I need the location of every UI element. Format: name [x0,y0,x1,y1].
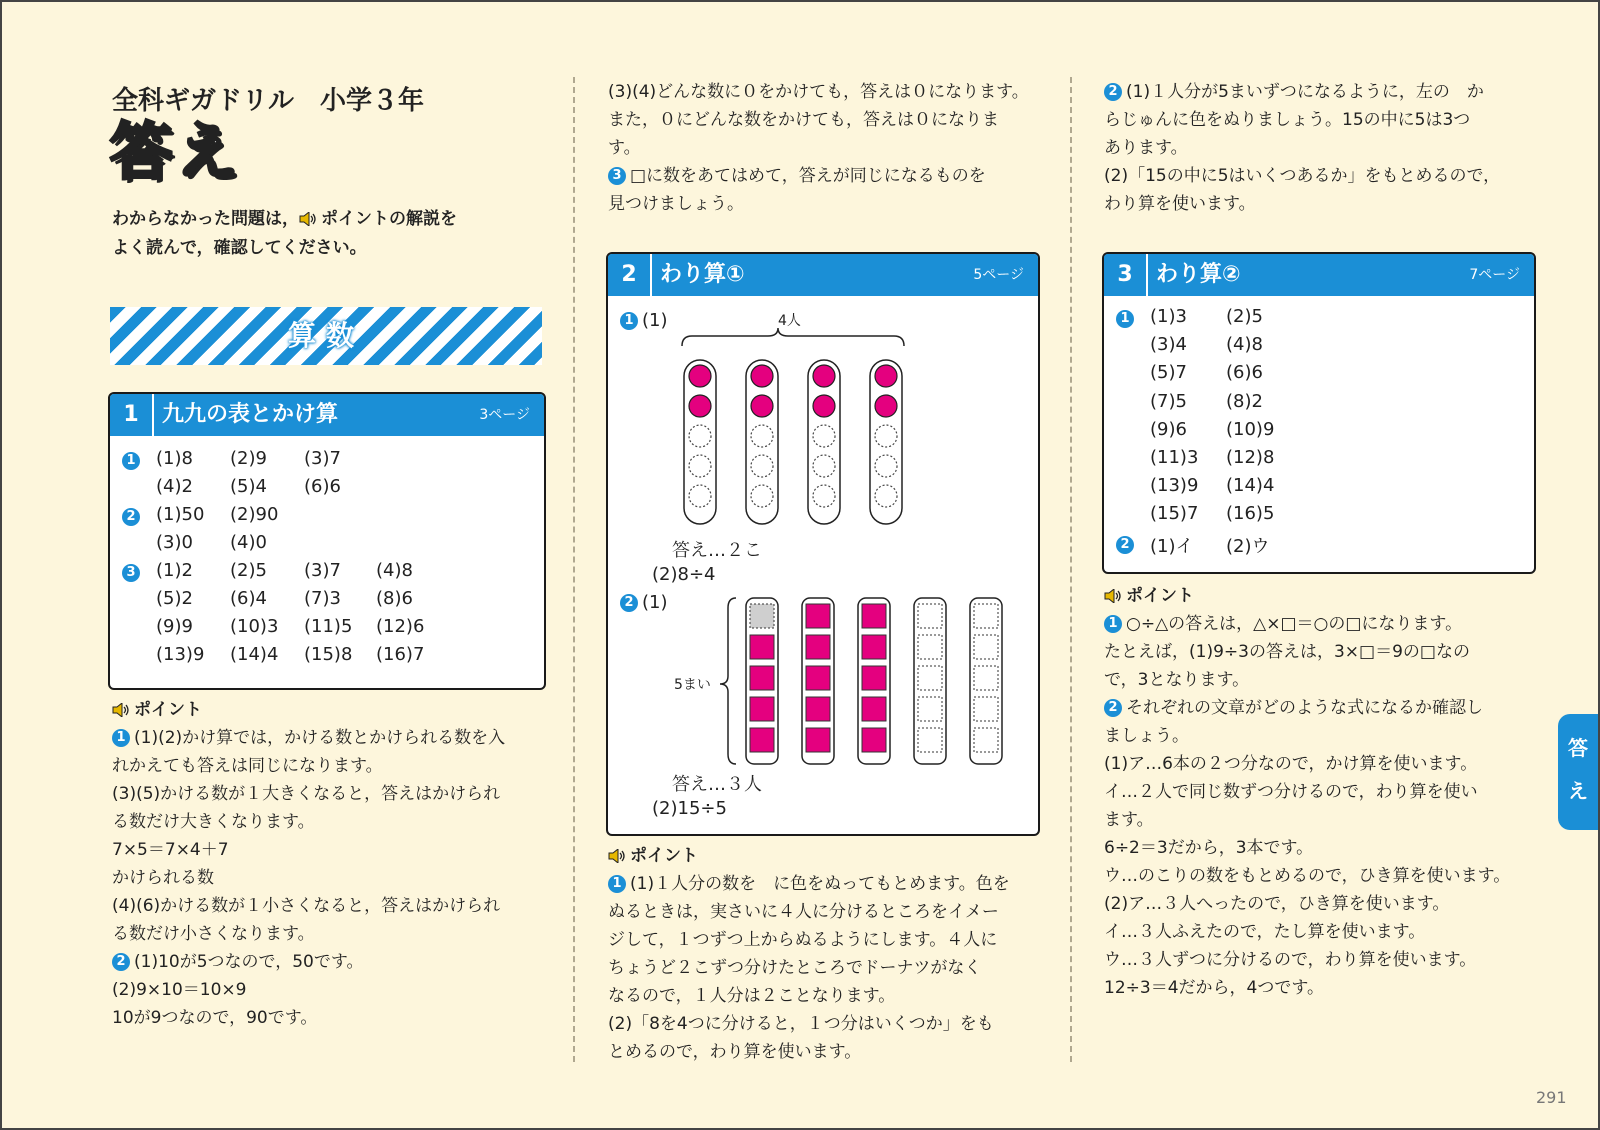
text-line-content: それぞれの文章がどのような式になるか確認し [1126,698,1483,718]
side-tab-char: 答 [1568,736,1588,760]
intro-text: わからなかった問題は， ポイントの解説を [112,209,457,229]
text-line [1104,974,1324,1002]
answer-item: (4)8 [376,560,413,581]
point-heading: ポイント [1104,582,1194,610]
text-line [112,836,229,864]
text-line-content: 7×5＝7×4＋7 [112,840,229,860]
text-line-content: あります。 [1104,138,1188,158]
text-line-content: (1)１人分の数を に色をぬってもとめます。色を [630,874,1010,894]
card-page-ref: 5ページ [973,267,1024,283]
question-number: 2 [122,508,140,526]
text-line-content: ○÷△の答えは，△×□＝○の□になります。 [1126,614,1463,634]
text-line [1104,918,1425,946]
card-colored [750,728,774,752]
text-line-content: とめるので，わり算を使います。 [608,1042,862,1062]
text-line-content: ましょう。 [1104,726,1189,746]
text-line-content: れかえても答えは同じになります。 [112,756,383,776]
card-empty [918,604,942,628]
answer-item: (6)4 [230,588,267,609]
text-line [1104,134,1188,162]
text-line [1104,78,1484,106]
answer-item: (12)8 [1226,447,1275,468]
text-line [1104,694,1483,722]
card-colored [806,635,830,659]
donut-empty [751,455,773,477]
text-line [1104,946,1476,974]
question-number: 1 [122,452,140,470]
donut-colored [875,365,897,387]
item-marker: 2 [112,953,130,971]
donut-empty [813,455,835,477]
answer-item: (2)9 [230,448,267,469]
text-line-content: す。 [608,138,641,158]
answer-item: (10)9 [1226,418,1275,440]
card-empty [974,666,998,690]
answer-item: (8)2 [1226,390,1263,412]
text-line-content: 12÷3＝4だから，4つです。 [1104,978,1324,998]
text-line [112,920,315,948]
text-line-content: (1)(2)かけ算では，かける数とかけられる数を入 [134,728,506,748]
intro-text-2: よく読んで，確認してください。 [112,238,367,258]
answer-item: (1)50 [156,504,205,525]
item-marker: 1 [1104,615,1122,633]
answer-item: (6)6 [1226,362,1263,384]
answer-item: (7)3 [304,588,341,609]
answer-item: (3)0 [156,532,193,553]
text-line [112,1004,317,1032]
answer-item: (16)7 [376,644,425,665]
answer-item: (15)8 [304,644,353,665]
text-line [112,780,500,808]
answer-item: (5)2 [156,588,193,609]
answer-item: (5)4 [230,476,267,497]
text-line [608,162,986,190]
side-tab-answers[interactable] [1558,714,1598,830]
text-line-content: ちょうど２こずつ分けたところでドーナツがなく [608,958,982,978]
answer-item: (10)3 [230,616,279,637]
card-colored [806,728,830,752]
answer-item: (4)8 [1226,334,1263,356]
text-line-content: (2)ア…３人へったので，ひき算を使います。 [1104,894,1450,914]
answer-item: (11)3 [1150,447,1199,468]
card-title: わり算① [660,262,745,287]
text-line [608,926,997,954]
donut-colored [813,365,835,387]
answer-item: (6)6 [304,476,341,497]
card-empty [918,635,942,659]
answer-item: (7)5 [1150,390,1187,412]
answer-item: (5)7 [1150,362,1187,384]
answer-1: 答え…２こ [672,540,762,561]
text-line [1104,190,1256,218]
text-line-content: ます。 [1104,810,1154,830]
donut-colored [751,395,773,417]
text-line-content: らじゅんに色をぬりましょう。15の中に5は3つ [1104,110,1471,130]
book-title: 全科ギガドリル 小学３年 [112,86,425,116]
card-header [110,394,544,436]
question-number: 2 [1116,536,1134,554]
text-line [608,134,641,162]
point-heading: ポイント [608,842,698,870]
card-colored [806,697,830,721]
donut-colored [689,365,711,387]
text-line [608,1038,861,1066]
card-page-ref: 7ページ [1469,267,1520,283]
answer-item: (9)6 [1150,418,1187,440]
answer-item: (16)5 [1226,503,1275,525]
card-colored [862,666,886,690]
text-line [608,1010,994,1038]
speaker-icon [1104,589,1122,603]
text-line [1104,890,1449,918]
answer-item: (13)9 [156,644,205,665]
question-1: 1 (1) [620,310,668,331]
answer-3: 答え…３人 [672,774,762,795]
page-number: 291 [1536,1088,1567,1107]
answer-card-2 [606,252,1040,836]
donut-colored [875,395,897,417]
card-empty [918,728,942,752]
answer-4: (2)15÷5 [652,798,727,819]
answer-item: (3)7 [304,448,341,469]
side-label: 5まい [674,677,711,693]
text-line-content: なるので，１人分は２ことなります。 [608,986,896,1006]
text-line [1104,862,1510,890]
text-line [112,864,214,892]
text-line-content: イ…２人で同じ数ずつ分けるので，わり算を使い [1104,782,1478,802]
text-line [1104,806,1154,834]
card-colored [750,635,774,659]
answer-2: (2)8÷4 [652,564,716,585]
donut-colored [813,395,835,417]
answer-item: (8)6 [376,588,413,609]
answer-item: (11)5 [304,616,353,637]
donut-empty [813,485,835,507]
card-empty [918,697,942,721]
card-empty [974,604,998,628]
donut-empty [875,485,897,507]
text-line [608,982,895,1010]
text-line [608,870,1010,898]
text-line-content: (4)(6)かける数が１小さくなると，答えはかけられ [112,896,501,916]
card-colored [750,697,774,721]
text-line [1104,834,1313,862]
text-line-content: (2)9×10＝10×9 [112,980,247,1000]
text-line-content: ジして，１つずつ上からぬるようにします。４人に [608,930,998,950]
card-colored [806,604,830,628]
answer-item: (1)3 [1150,306,1187,327]
card-number: 1 [110,394,154,436]
text-line [112,948,363,976]
speaker-icon [112,703,130,717]
question-number: 3 [122,564,140,582]
answer-item: (3)4 [1150,334,1187,356]
card-empty [974,697,998,721]
answer-item: (2)5 [230,560,267,581]
text-line-content: (1)１人分が5まいずつになるように，左の か [1126,82,1484,102]
item-marker: 2 [1104,699,1122,717]
text-line-content: (1)ア…6本の２つ分なので，かけ算を使います。 [1104,754,1478,774]
answer-card-3 [1102,252,1536,574]
text-line [608,190,744,218]
question-2: 2 (1) [620,592,668,613]
text-line-content: ウ…３人ずつに分けるので，わり算を使います。 [1104,950,1477,970]
answer-item: (14)4 [230,644,279,665]
text-line [608,954,981,982]
card-header [1104,254,1534,296]
text-line [1104,162,1500,190]
card-colored [862,728,886,752]
answer-item: (1)2 [156,560,193,581]
answer-item: (2)90 [230,504,279,525]
donut-empty [751,485,773,507]
card-empty [918,666,942,690]
text-line-content: る数だけ小さくなります。 [112,924,315,944]
text-line-content: (1)10が5つなので，50です。 [134,952,364,972]
answer-item: (2)5 [1226,306,1263,327]
answer-item: (1)8 [156,448,193,469]
text-line-content: (3)(4)どんな数に０をかけても，答えは０になります。 [608,82,1029,102]
card-empty [974,635,998,659]
text-line [1104,610,1462,638]
card-title: 九九の表とかけ算 [162,402,339,427]
text-line-content: □に数をあてはめて，答えが同じになるものを [630,166,986,186]
column-divider [573,77,575,1062]
donut-empty [689,425,711,447]
card-colored [750,604,774,628]
text-line-content: たとえば，(1)9÷3の答えは，3×□＝9の□なの [1104,642,1470,662]
text-line [1104,750,1477,778]
text-line [608,106,999,134]
text-line-content: 10が9つなので，90です。 [112,1008,318,1028]
donut-colored [689,395,711,417]
text-line-content: で，3となります。 [1104,670,1250,690]
text-line [1104,666,1249,694]
answer-item: (12)6 [376,616,425,637]
text-line [112,724,505,752]
answer-item: (15)7 [1150,503,1199,525]
column-divider [1070,77,1072,1062]
answer-item: (13)9 [1150,475,1199,497]
text-line-content: かけられる数 [112,868,214,888]
donut-empty [751,425,773,447]
donut-empty [689,485,711,507]
speaker-icon [299,212,317,226]
text-line [1104,106,1470,134]
card-colored [862,697,886,721]
card-colored [750,666,774,690]
text-line [608,78,1029,106]
text-line [112,808,315,836]
text-line-content: 6÷2＝3だから，3本です。 [1104,838,1314,858]
text-line [1104,722,1189,750]
point-heading: ポイント [112,696,202,724]
speaker-icon [608,849,626,863]
donut-empty [689,455,711,477]
text-line-content: ウ…のこりの数をもとめるので，ひき算を使います。 [1104,866,1511,886]
answer-item: (9)9 [156,616,193,637]
answer-item: (14)4 [1226,475,1275,497]
page-title: 答え [110,115,243,188]
group-label: 4人 [778,313,801,329]
card-number: 2 [608,254,652,296]
answer-item: (3)7 [304,560,341,581]
answer-item: (4)0 [230,532,267,553]
item-marker: 2 [1104,83,1122,101]
text-line-content: (2)「15の中に5はいくつあるか」をもとめるので， [1104,166,1501,186]
donut-empty [875,455,897,477]
answer-item: (1)イ [1150,535,1194,557]
donut-colored [751,365,773,387]
text-line [112,752,383,780]
text-line-content: (3)(5)かける数が１大きくなると，答えはかけられ [112,784,501,804]
donut-empty [875,425,897,447]
side-tab-char: え [1568,779,1588,803]
text-line-content: 見つけましょう。 [608,194,744,214]
question-number: 1 [1116,310,1134,328]
text-line-content: る数だけ大きくなります。 [112,812,315,832]
text-line [608,898,999,926]
card-title: わり算② [1156,262,1241,287]
item-marker: 3 [608,167,626,185]
card-page-ref: 3ページ [479,407,530,423]
text-line-content: また，０にどんな数をかけても，答えは０になりま [608,110,999,130]
answer-card-1 [108,392,546,690]
card-colored [862,635,886,659]
text-line-content: わり算を使います。 [1104,194,1256,214]
text-line-content: (2)「8を4つに分けると，１つ分はいくつか」をも [608,1014,994,1034]
card-colored [806,666,830,690]
text-line [1104,638,1470,666]
item-marker: 1 [112,729,130,747]
answer-item: (2)ウ [1226,535,1270,557]
card-colored [862,604,886,628]
answer-item: (4)2 [156,476,193,497]
card-number: 3 [1104,254,1148,296]
donut-empty [813,425,835,447]
section-banner: 算数 [287,319,364,352]
item-marker: 1 [608,875,626,893]
card-empty [974,728,998,752]
text-line [112,892,500,920]
text-line-content: ぬるときは，実さいに４人に分けるところをイメー [608,902,999,922]
text-line [1104,778,1478,806]
text-line [112,976,246,1004]
text-line-content: イ…３人ふえたので，たし算を使います。 [1104,922,1426,942]
